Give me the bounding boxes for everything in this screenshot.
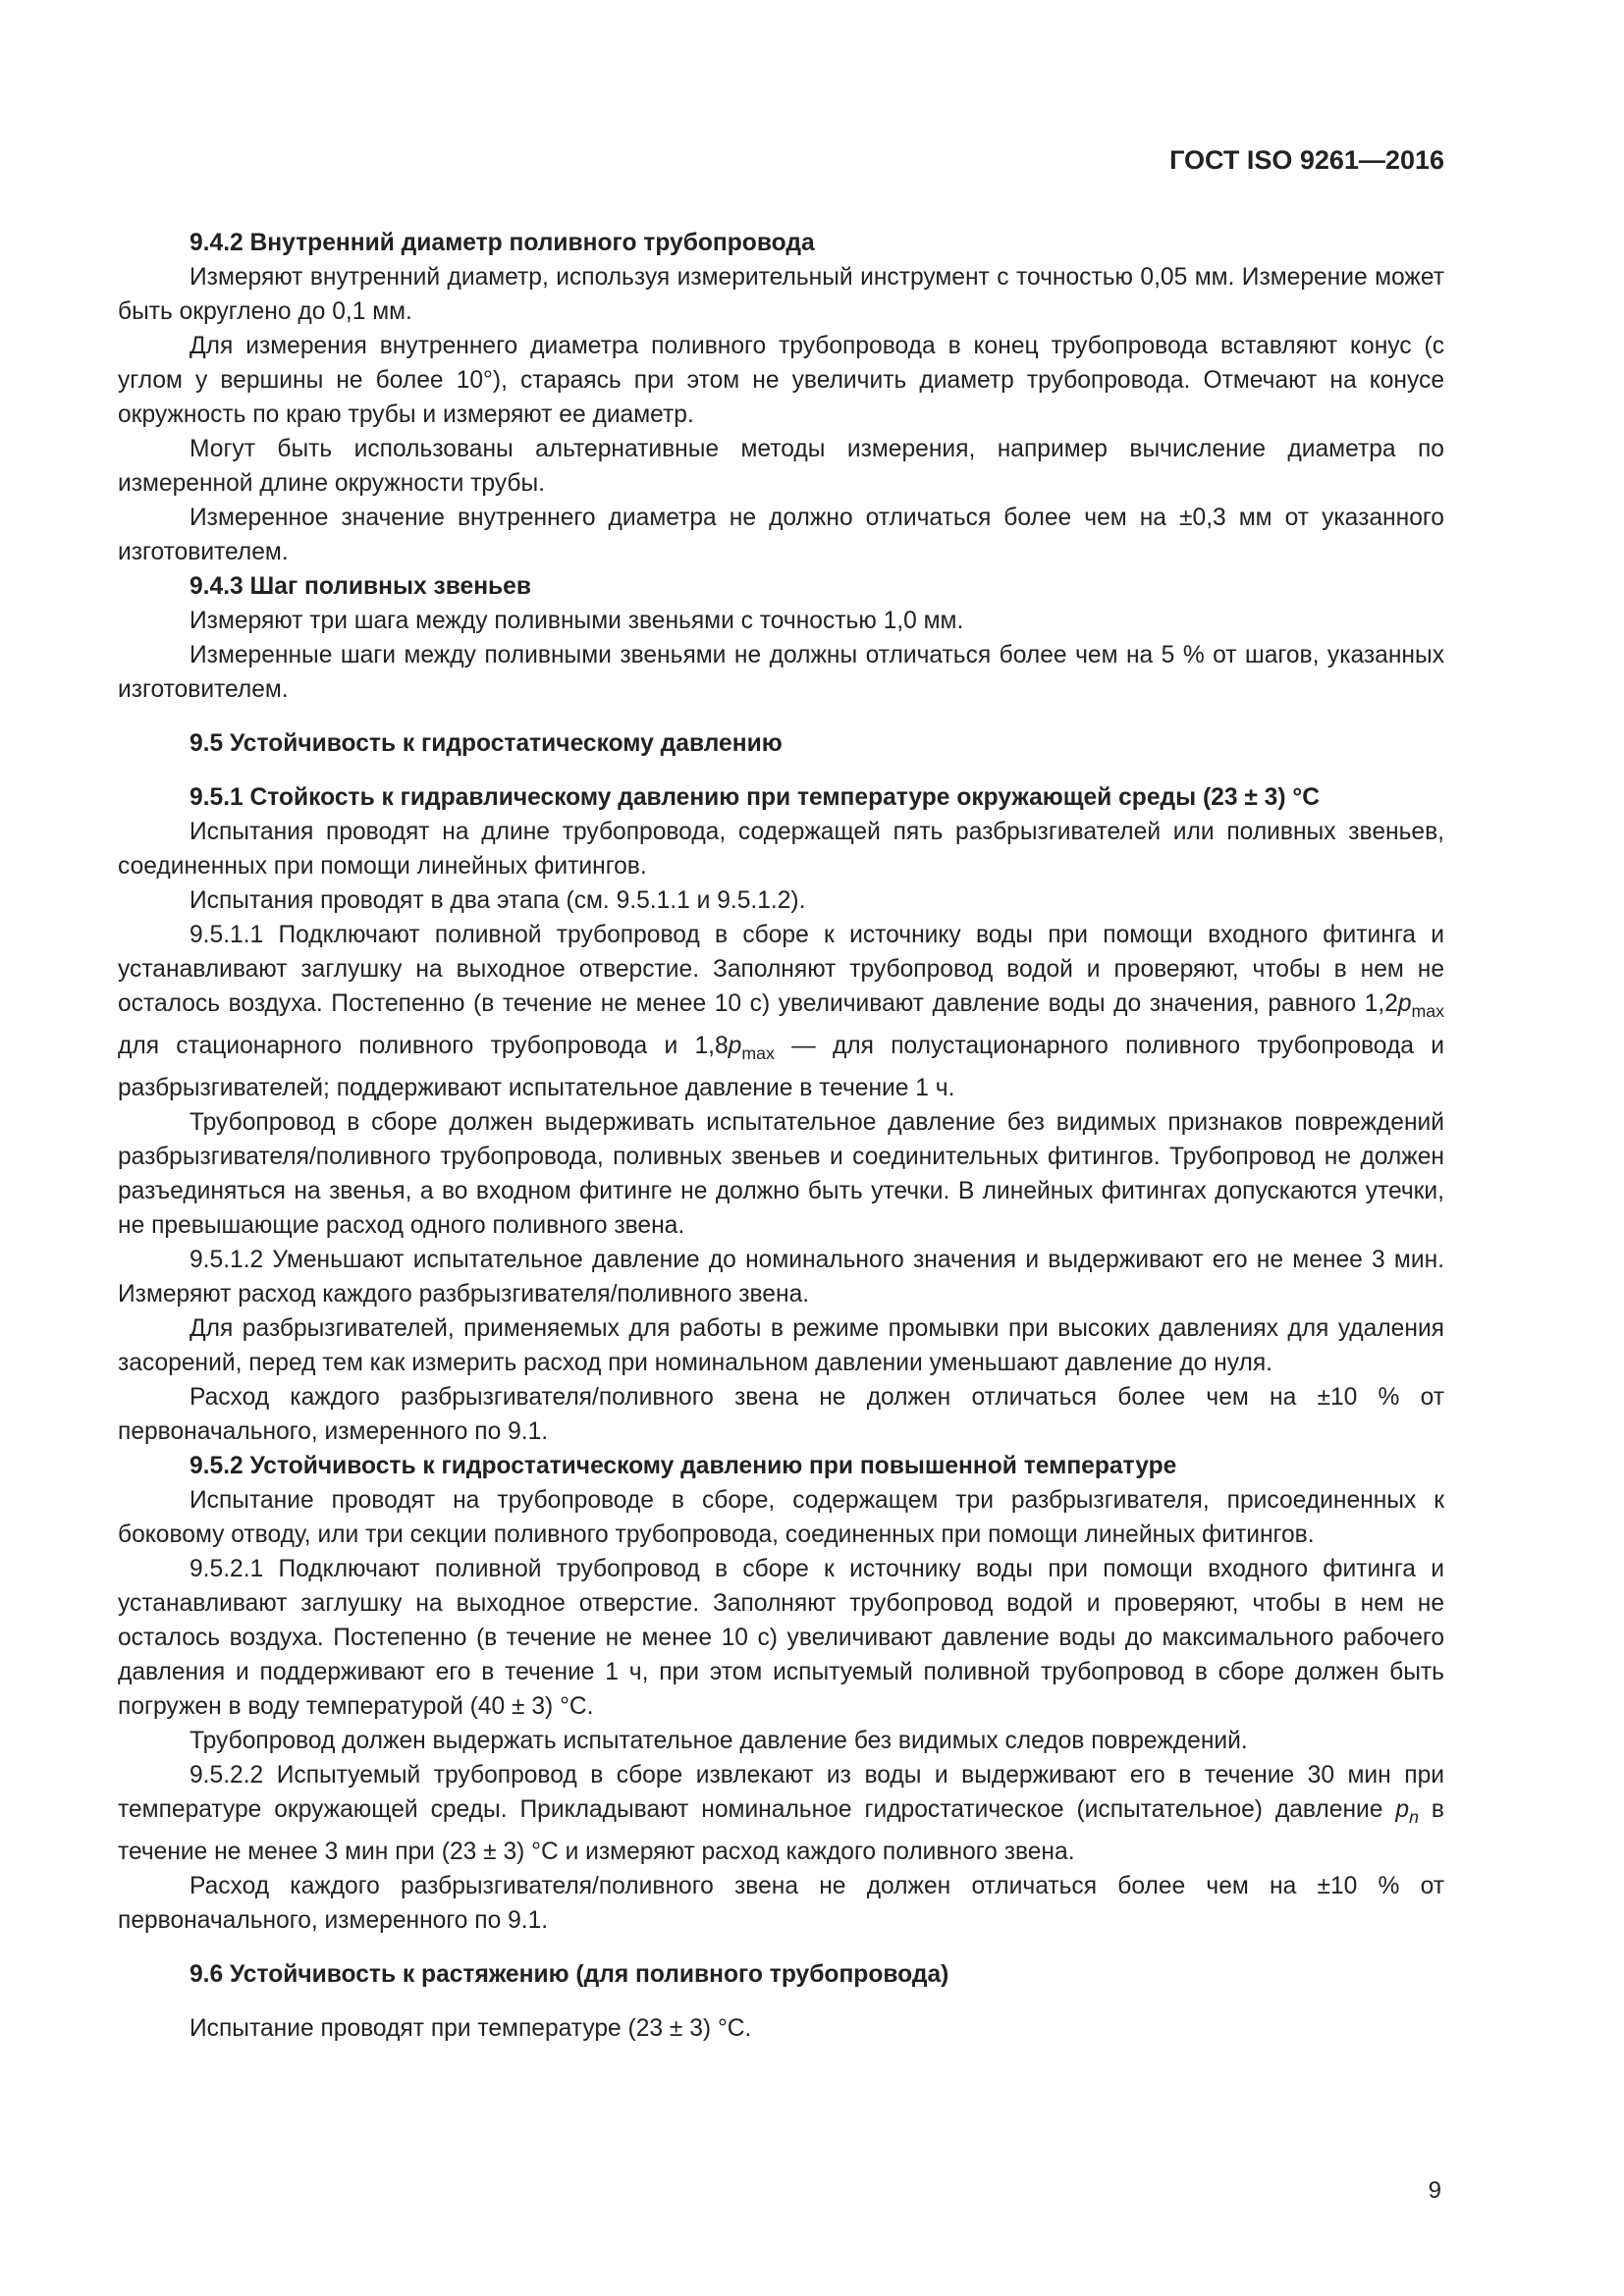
paragraph-text: 9.5.2.2 Испытуемый трубопровод в сборе извлекают из воды и выдерживают его в течение 30 мин при температуре окружающей среды. Прикладывают номинальное гидростатическое (испытательное) давление (118, 1761, 1444, 1823)
pressure-symbol: p (1395, 1795, 1410, 1823)
section-title: Устойчивость к растяжению (для поливного трубопровода) (230, 1960, 949, 1988)
paragraph: Трубопровод в сборе должен выдерживать испытательное давление без видимых признаков повреждений разбрызгивателя/поливного трубопровода, поливных звеньев и соединительных фитингов. Трубопровод не должен разъединяться на звенья, а во входном фитинге не должно быть утечки. В линейных фитингах допускаются утечки, не превышающие расход одного поливного звена. (118, 1108, 1444, 1239)
section-title: Устойчивость к гидростатическому давлению при повышенной температуре (249, 1452, 1177, 1479)
paragraph: Измеряют внутренний диаметр, используя измерительный инструмент с точностью 0,05 мм. Измерение может быть округлено до 0,1 мм. (118, 264, 1444, 325)
pressure-symbol: p (1397, 990, 1412, 1017)
document-designation: ГОСТ ISO 9261—2016 (1169, 145, 1444, 175)
paragraph: Для разбрызгивателей, применяемых для работы в режиме промывки при высоких давлениях для удаления засорений, перед тем как измерить расход при номинальном давлении уменьшают давление до нуля. (118, 1314, 1444, 1376)
paragraph: Трубопровод должен выдержать испытательное давление без видимых следов повреждений. (189, 1727, 1248, 1754)
section-title: Стойкость к гидравлическому давлению при температуре окружающей среды (23 ± 3) °С (249, 784, 1320, 811)
section-heading (118, 226, 1444, 260)
paragraph: Измеряют три шага между поливными звеньями с точностью 1,0 мм. (189, 608, 964, 634)
paragraph-text: — для полустационарного поливного трубопровода и разбрызгивателей; поддерживают испытательное давление в течение 1 ч. (118, 1032, 1444, 1101)
section-title: Шаг поливных звеньев (249, 573, 531, 600)
paragraph-text: в течение не менее 3 мин при (23 ± 3) °С и измеряют расход каждого поливного звена. (118, 1795, 1444, 1865)
page-number: 9 (1428, 2177, 1441, 2204)
pressure-symbol: p (728, 1032, 742, 1059)
section-number: 9.5.2 (189, 1452, 244, 1479)
paragraph: Измеренное значение внутреннего диаметра не должно отличаться более чем на ±0,3 мм от указанного изготовителем. (118, 505, 1444, 565)
paragraph: Испытание проводят при температуре (23 ± 3) °С. (189, 2014, 752, 2042)
section-number: 9.6 (189, 1960, 224, 1988)
section-heading (118, 726, 1444, 761)
section-number: 9.4.3 (189, 573, 244, 600)
section-heading (118, 780, 1444, 815)
section-heading (118, 1957, 1444, 1992)
document-body (118, 226, 1444, 2046)
paragraph: Измеренные шаги между поливными звеньями не должны отличаться более чем на 5 % от шагов, указанных изготовителем. (118, 642, 1444, 703)
section-number: 9.5 (189, 730, 224, 757)
paragraph: 9.5.1.2 Уменьшают испытательное давление до номинального значения и выдерживают его не менее 3 мин. Измеряют расход каждого разбрызгивателя/поливного звена. (118, 1246, 1444, 1308)
pressure-subscript: n (1409, 1806, 1419, 1827)
section-number: 9.5.1 (189, 784, 244, 811)
section-title: Внутренний диаметр поливного трубопровода (249, 230, 815, 256)
section-title: Устойчивость к гидростатическому давлению (230, 730, 783, 757)
paragraph: Для измерения внутреннего диаметра поливного трубопровода в конец трубопровода вставляют конус (с углом у вершины не более 10°), стараясь при этом не увеличить диаметр трубопровода. Отмечают на конусе окружность по краю трубы и измеряют ее диаметр. (118, 333, 1444, 428)
paragraph: Могут быть использованы альтернативные методы измерения, например вычисление диаметра по измеренной длине окружности трубы. (118, 436, 1444, 497)
paragraph (118, 1758, 1444, 1869)
paragraph: Расход каждого разбрызгивателя/поливного звена не должен отличаться более чем на ±10 % от первоначального, измеренного по 9.1. (118, 1872, 1444, 1934)
pressure-subscript: max (741, 1042, 775, 1063)
paragraph: 9.5.2.1 Подключают поливной трубопровод в сборе к источнику воды при помощи входного фитинга и устанавливают заглушку на выходное отверстие. Заполняют трубопровод водой и проверяют, чтобы в нем не осталось воздуха. Постепенно (в течение не менее 10 с) увеличивают давление воды до максимального рабочего давления и поддерживают его в течение 1 ч, при этом испытуемый поливной трубопровод в сборе должен быть погружен в воду температурой (40 ± 3) °С. (118, 1555, 1444, 1720)
paragraph (118, 918, 1444, 1105)
paragraph-text: для стационарного поливного трубопровода и 1,8 (118, 1032, 729, 1059)
paragraph: Испытания проводят на длине трубопровода, содержащей пять разбрызгивателей или поливных звеньев, соединенных при помощи линейных фитингов. (118, 819, 1444, 880)
paragraph: Испытания проводят в два этапа (см. 9.5.1.1 и 9.5.1.2). (189, 887, 806, 914)
paragraph-text: 9.5.1.1 Подключают поливной трубопровод в сборе к источнику воды при помощи входного фитинга и устанавливают заглушку на выходное отверстие. Заполняют трубопровод водой и проверяют, чтобы в нем не осталось воздуха. Постепенно (в течение не менее 10 с) увеличивают давление воды до значения, равного 1,2 (118, 922, 1444, 1017)
pressure-subscript: max (1411, 1000, 1444, 1021)
paragraph: Расход каждого разбрызгивателя/поливного звена не должен отличаться более чем на ±10 % от первоначального, измеренного по 9.1. (118, 1383, 1444, 1445)
section-number: 9.4.2 (189, 230, 244, 256)
section-heading (118, 1449, 1444, 1483)
section-heading (118, 569, 1444, 604)
paragraph: Испытание проводят на трубопроводе в сборе, содержащем три разбрызгивателя, присоединенных к боковому отводу, или три секции поливного трубопровода, соединенных при помощи линейных фитингов. (118, 1486, 1444, 1548)
